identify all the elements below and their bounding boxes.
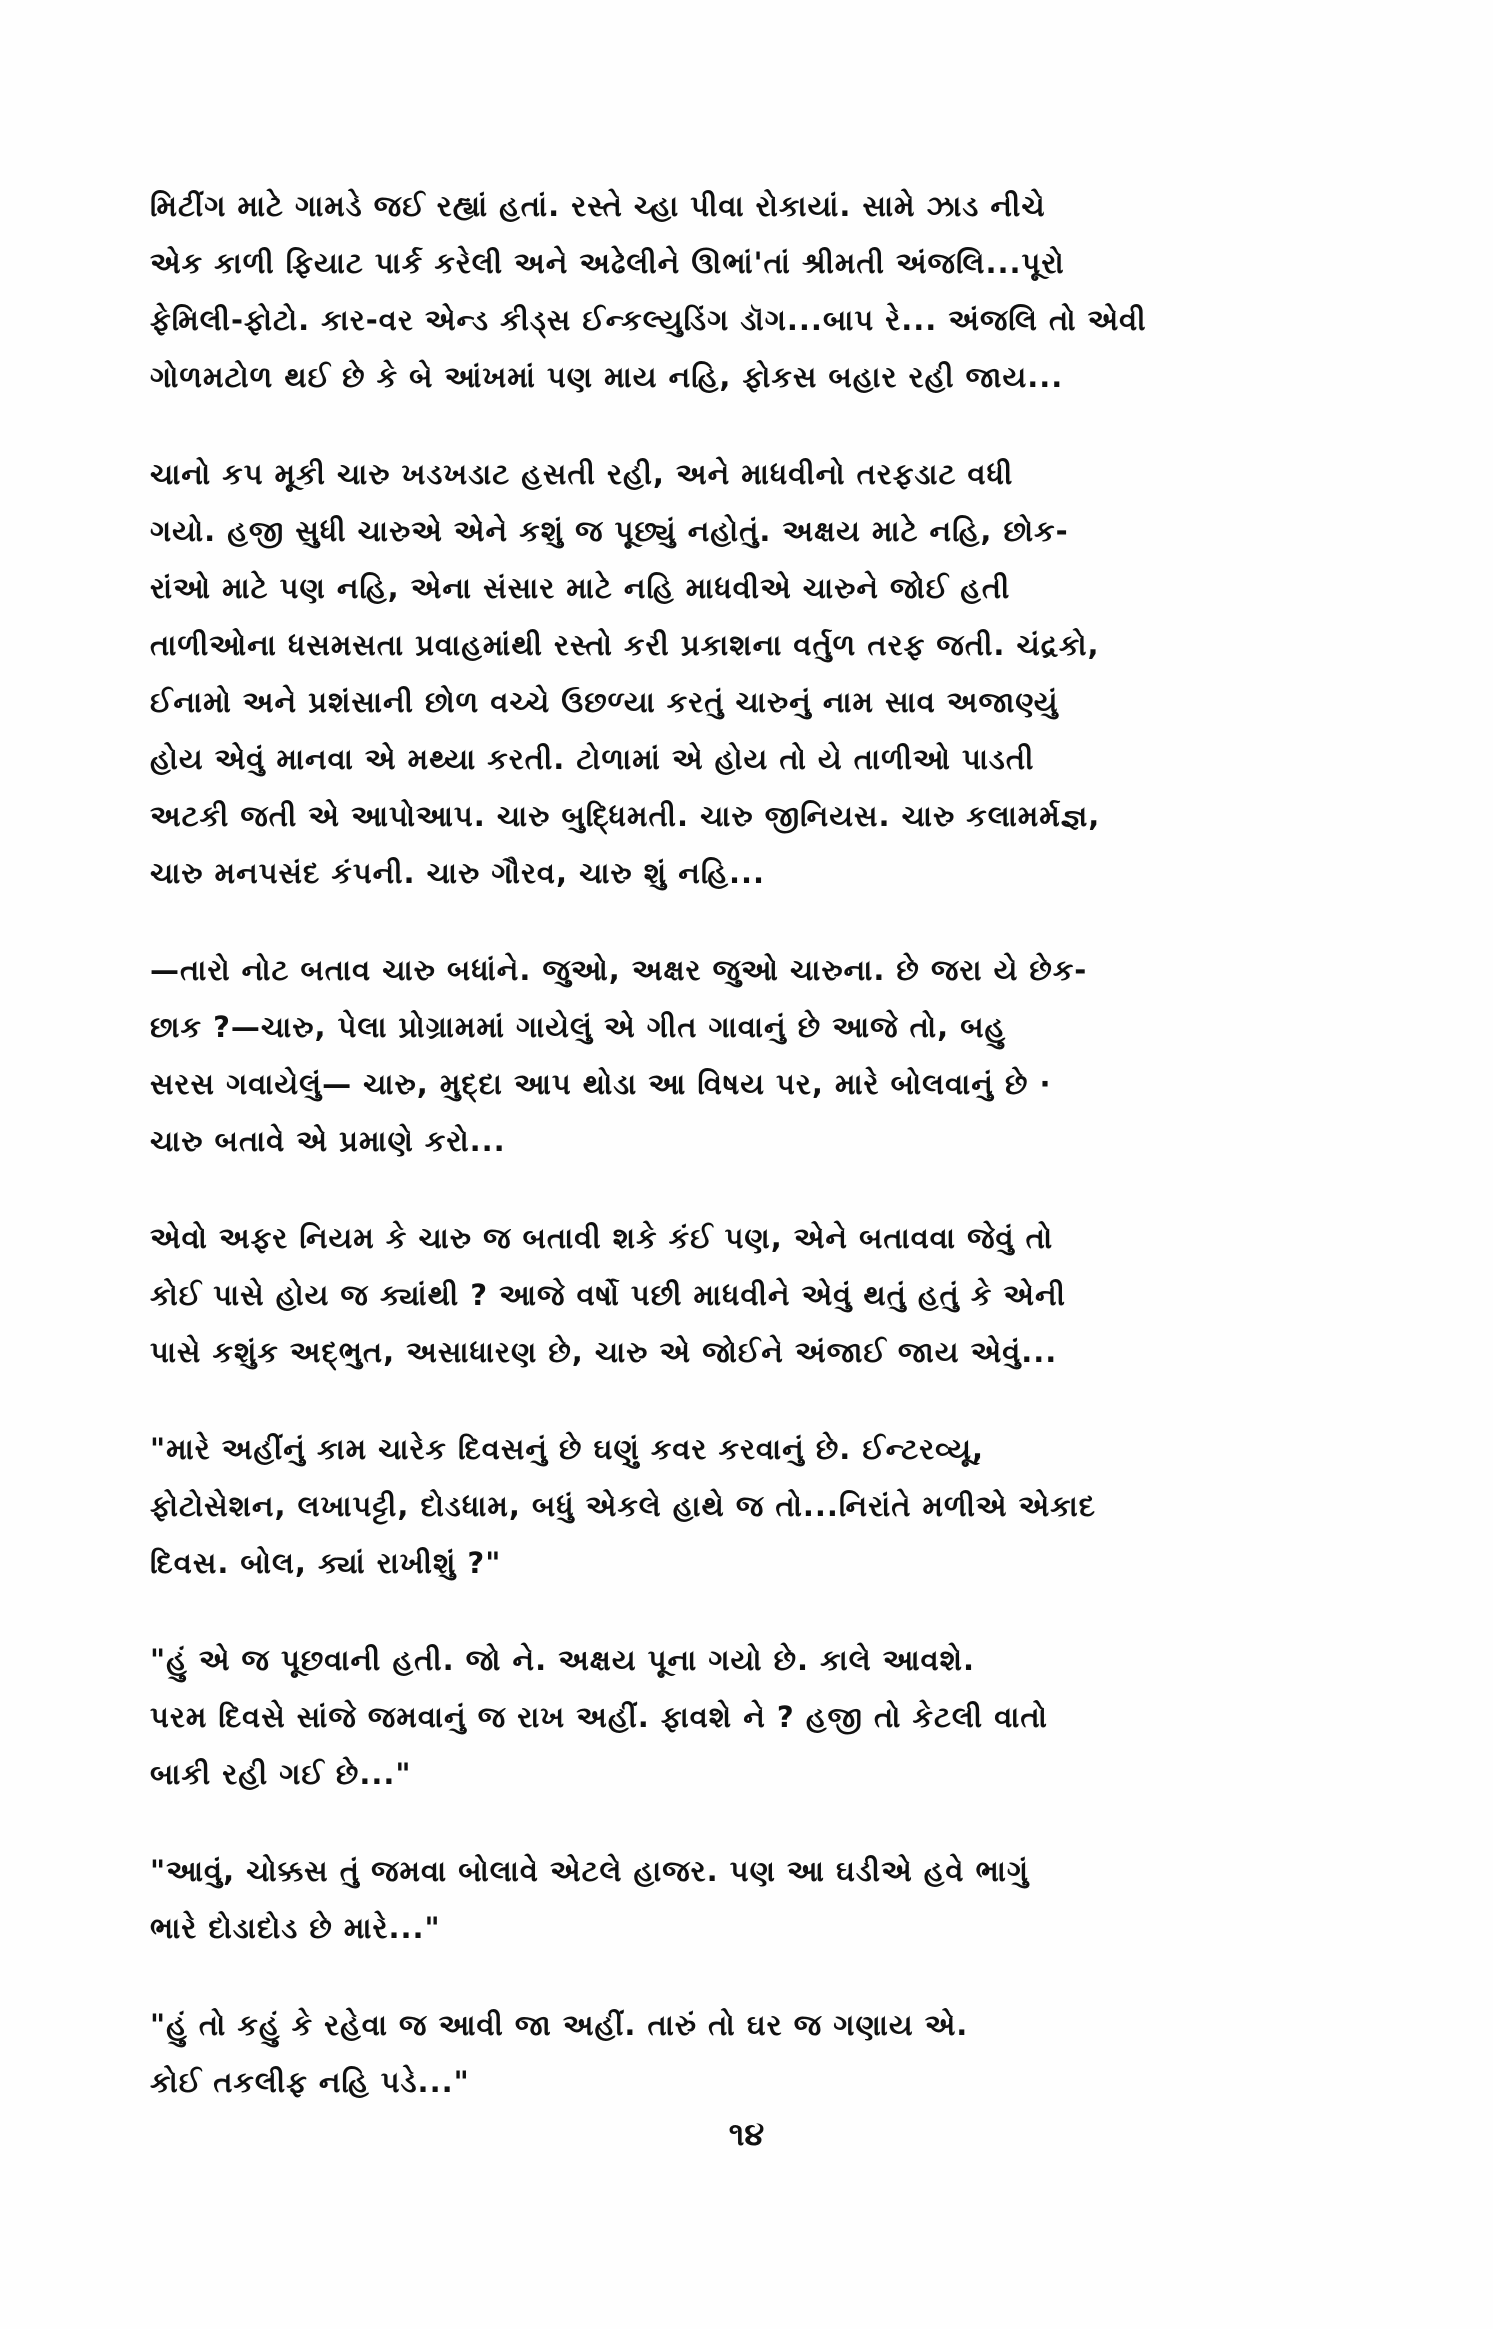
paragraph — [150, 942, 1360, 1170]
text-line: બાકી રહી ગઈ છે..." — [150, 1757, 412, 1791]
text-line: હોય એવું માનવા એ મથ્યા કરતી. ટોળામાં એ હોય તો યે તાળીઓ પાડતી — [150, 742, 1035, 776]
paragraph — [150, 1632, 1360, 1803]
text-line: ગોળમટોળ થઈ છે કે બે આંખમાં પણ માય નહિ, ફોકસ બહાર રહી જાય... — [150, 360, 1064, 394]
text-line: "આવું, ચોક્કસ તું જમવા બોલાવે એટલે હાજર. પણ આ ઘડીએ હવે ભાગું — [150, 1854, 1030, 1888]
text-line: મિટીંગ માટે ગામડે જઈ રહ્યાં હતાં. રસ્તે ચ્હા પીવા રોકાયાં. સામે ઝાડ નીચે — [150, 189, 1046, 223]
text-line: પરમ દિવસે સાંજે જમવાનું જ રાખ અહીં. ફાવશે ને ? હજી તો કેટલી વાતો — [150, 1700, 1048, 1734]
body-text — [150, 178, 1360, 2151]
text-line: તાળીઓના ધસમસતા પ્રવાહમાંથી રસ્તો કરી પ્રકાશના વર્તુળ તરફ જતી. ચંદ્રકો, — [150, 628, 1100, 662]
paragraph — [150, 1997, 1360, 2111]
text-line: ફેમિલી-ફોટો. કાર-વર એન્ડ કીડ્સ ઈન્કલ્યુડિંગ ડૉગ...બાપ રે... અંજલિ તો એવી — [150, 303, 1147, 337]
paragraph — [150, 1843, 1360, 1957]
text-line: "મારે અહીંનું કામ ચારેક દિવસનું છે ઘણું કવર કરવાનું છે. ઈન્ટરવ્યૂ, — [150, 1432, 985, 1466]
text-line: ઈનામો અને પ્રશંસાની છોળ વચ્ચે ઉછળ્યા કરતું ચારુનું નામ સાવ અજાણ્યું — [150, 685, 1059, 719]
text-line: ચારુ બતાવે એ પ્રમાણે કરો... — [150, 1124, 506, 1158]
text-line: એક કાળી ફિયાટ પાર્ક કરેલી અને અઢેલીને ઊભાં'તાં શ્રીમતી અંજલિ...પૂરો — [150, 246, 1065, 280]
text-line: સરસ ગવાયેલું— ચારુ, મુદ્દા આપ થોડા આ વિષય પર, મારે બોલવાનું છે · — [150, 1067, 1052, 1101]
text-line: કોઈ તકલીફ નહિ પડે..." — [150, 2065, 470, 2099]
paragraph — [150, 446, 1360, 902]
text-line: પાસે કશુંક અદ્ભુત, અસાધારણ છે, ચારુ એ જોઈને અંજાઈ જાય એવું... — [150, 1335, 1058, 1369]
text-line: ચાનો કપ મૂકી ચારુ ખડખડાટ હસતી રહી, અને માધવીનો તરફડાટ વધી — [150, 457, 1014, 491]
text-line: છાક ?—ચારુ, પેલા પ્રોગ્રામમાં ગાયેલું એ ગીત ગાવાનું છે આજે તો, બહુ — [150, 1010, 1007, 1044]
text-line: "હું એ જ પૂછવાની હતી. જો ને. અક્ષય પૂના ગયો છે. કાલે આવશે. — [150, 1643, 976, 1677]
text-line: —તારો નોટ બતાવ ચારુ બધાંને. જુઓ, અક્ષર જુઓ ચારુના. છે જરા યે છેક- — [150, 953, 1088, 987]
paragraph — [150, 1421, 1360, 1592]
text-line: ચારુ મનપસંદ કંપની. ચારુ ગૌરવ, ચારુ શું નહિ... — [150, 856, 766, 890]
text-line: રાંઓ માટે પણ નહિ, એના સંસાર માટે નહિ માધવીએ ચારુને જોઈ હતી — [150, 571, 1011, 605]
text-line: ભારે દોડાદોડ છે મારે..." — [150, 1911, 441, 1945]
text-line: એવો અફર નિયમ કે ચારુ જ બતાવી શકે કંઈ પણ, એને બતાવવા જેવું તો — [150, 1221, 1054, 1255]
text-line: અટકી જતી એ આપોઆપ. ચારુ બુદ્ધિમતી. ચારુ જીનિયસ. ચારુ કલામર્મજ્ઞ, — [150, 799, 1101, 833]
text-line: ગયો. હજી સુધી ચારુએ એને કશું જ પૂછ્યું નહોતું. અક્ષય માટે નહિ, છોક- — [150, 514, 1069, 548]
text-line: ફોટોસેશન, લખાપટ્ટી, દોડધામ, બધું એકલે હાથે જ તો...નિરાંતે મળીએ એકાદ — [150, 1489, 1096, 1523]
paragraph — [150, 1210, 1360, 1381]
paragraph — [150, 178, 1360, 406]
text-line: કોઈ પાસે હોય જ ક્યાંથી ? આજે વર્ષો પછી માધવીને એવું થતું હતું કે એની — [150, 1278, 1066, 1312]
page-number: ૧૪ — [728, 2115, 765, 2153]
text-line: દિવસ. બોલ, ક્યાં રાખીશું ?" — [150, 1546, 502, 1580]
text-line: "હું તો કહું કે રહેવા જ આવી જા અહીં. તારું તો ઘર જ ગણાય એ. — [150, 2008, 969, 2042]
